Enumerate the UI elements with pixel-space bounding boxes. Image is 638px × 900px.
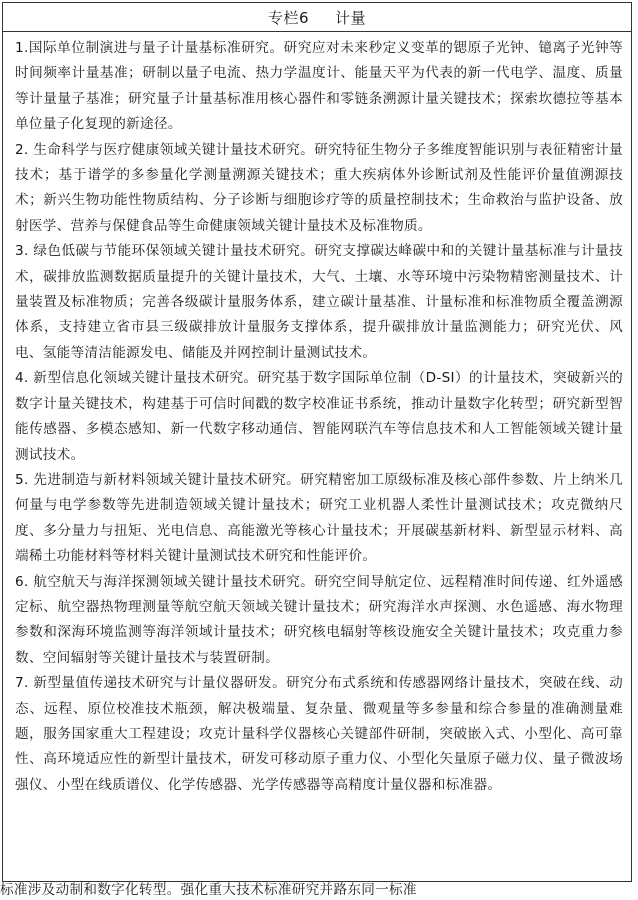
section-3: 3. 绿色低碳与节能环保领域关键计量技术研究。研究支撑碳达峰碳中和的关键计量基标准与计量技术，碳排放监测数据质量提升的关键计量技术，大气、土壤、水等环境中污染物精密测量技术、计量装置及标准物质；完善各级碳计量服务体系，建立碳计量基准、计量标准和标准物质全覆盖溯源体系，支持建立省市县三级碳排放计量服务支撑体系，提升碳排放计量监测能力；研究光伏、风电、氢能等清洁能源发电、储能及并网控制计量测试技术。 (15, 243, 623, 361)
column-header (3, 3, 631, 32)
section-1: 1.国际单位制演进与量子计量基标准研究。研究应对未来秒定义变革的锶原子光钟、镱离子光钟等时间频率计量基准；研制以量子电流、热力学温度计、能量天平为代表的新一代电学、温度、质量等计量量子基准；研究量子计量基标准用核心器件和零链条溯源计量关键技术；探索坎德拉等基本单位量子化复现的新途径。 (15, 40, 623, 133)
column-box (2, 2, 632, 882)
section-7: 7. 新型量值传递技术研究与计量仪器研发。研究分布式系统和传感器网络计量技术，突破在线、动态、远程、原位校准技术瓶颈，解决极端量、复杂量、微观量等多参量和综合参量的准确测量难题，服务国家重大工程建设；攻克计量科学仪器核心关键部件研制，突破嵌入式、小型化、高可靠性、高环境适应性的新型计量技术，研发可移动原子重力仪、小型化矢量原子磁力仪、量子微波场强仪、小型在线质谱仪、化学传感器、光学传感器等高精度计量仪器和标准器。 (15, 675, 623, 793)
column-body (3, 32, 631, 798)
section-2: 2. 生命科学与医疗健康领域关键计量技术研究。研究特征生物分子多维度智能识别与表征精密计量技术；基于谱学的多参量化学测量溯源关键技术；重大疾病体外诊断试剂及性能评价量值溯源技术；新兴生物功能性物质结构、分子诊断与细胞诊疗等的质量控制技术；生命救治与监护设备、放射医学、营养与保健食品等生命健康领域关键计量技术及标准物质。 (15, 141, 623, 234)
column-label: 专栏6 (267, 8, 310, 27)
section-6: 6. 航空航天与海洋探测领域关键计量技术研究。研究空间导航定位、远程精准时间传递、红外遥感定标、航空器热物理测量等航空航天领域关键计量技术；研究海洋水声探测、水色遥感、海水物理参数和深海环境监测等海洋领域计量技术；研究核电辐射等核设施安全关键计量技术；攻克重力参数、空间辐射等关键计量技术与装置研制。 (15, 573, 623, 666)
section-5: 5. 先进制造与新材料领域关键计量技术研究。研究精密加工原级标准及核心部件参数、片上纳米几何量与电学参数等先进制造领域关键计量技术；研究工业机器人柔性计量测试技术；攻克微纳尺度、多分量力与扭矩、光电信息、高能激光等核心计量技术；开展碳基新材料、新型显示材料、高端稀土功能材料等材料关键计量测试技术研究和性能评价。 (15, 471, 623, 565)
section-4: 4. 新型信息化领域关键计量技术研究。研究基于数字国际单位制（D-SI）的计量技术，突破新兴的数字计量关键技术，构建基于可信时间戳的数字校准证书系统，推动计量数字化转型；研究新型智能传感器、多模态感知、新一代数字移动通信、智能网联汽车等信息技术和人工智能领域关键计量测试技术。 (15, 370, 623, 463)
cutoff-text-line: 标准涉及动制和数字化转型。强化重大技术标准研究并路东同一标准 (0, 882, 417, 898)
column-title: 计量 (335, 8, 367, 27)
